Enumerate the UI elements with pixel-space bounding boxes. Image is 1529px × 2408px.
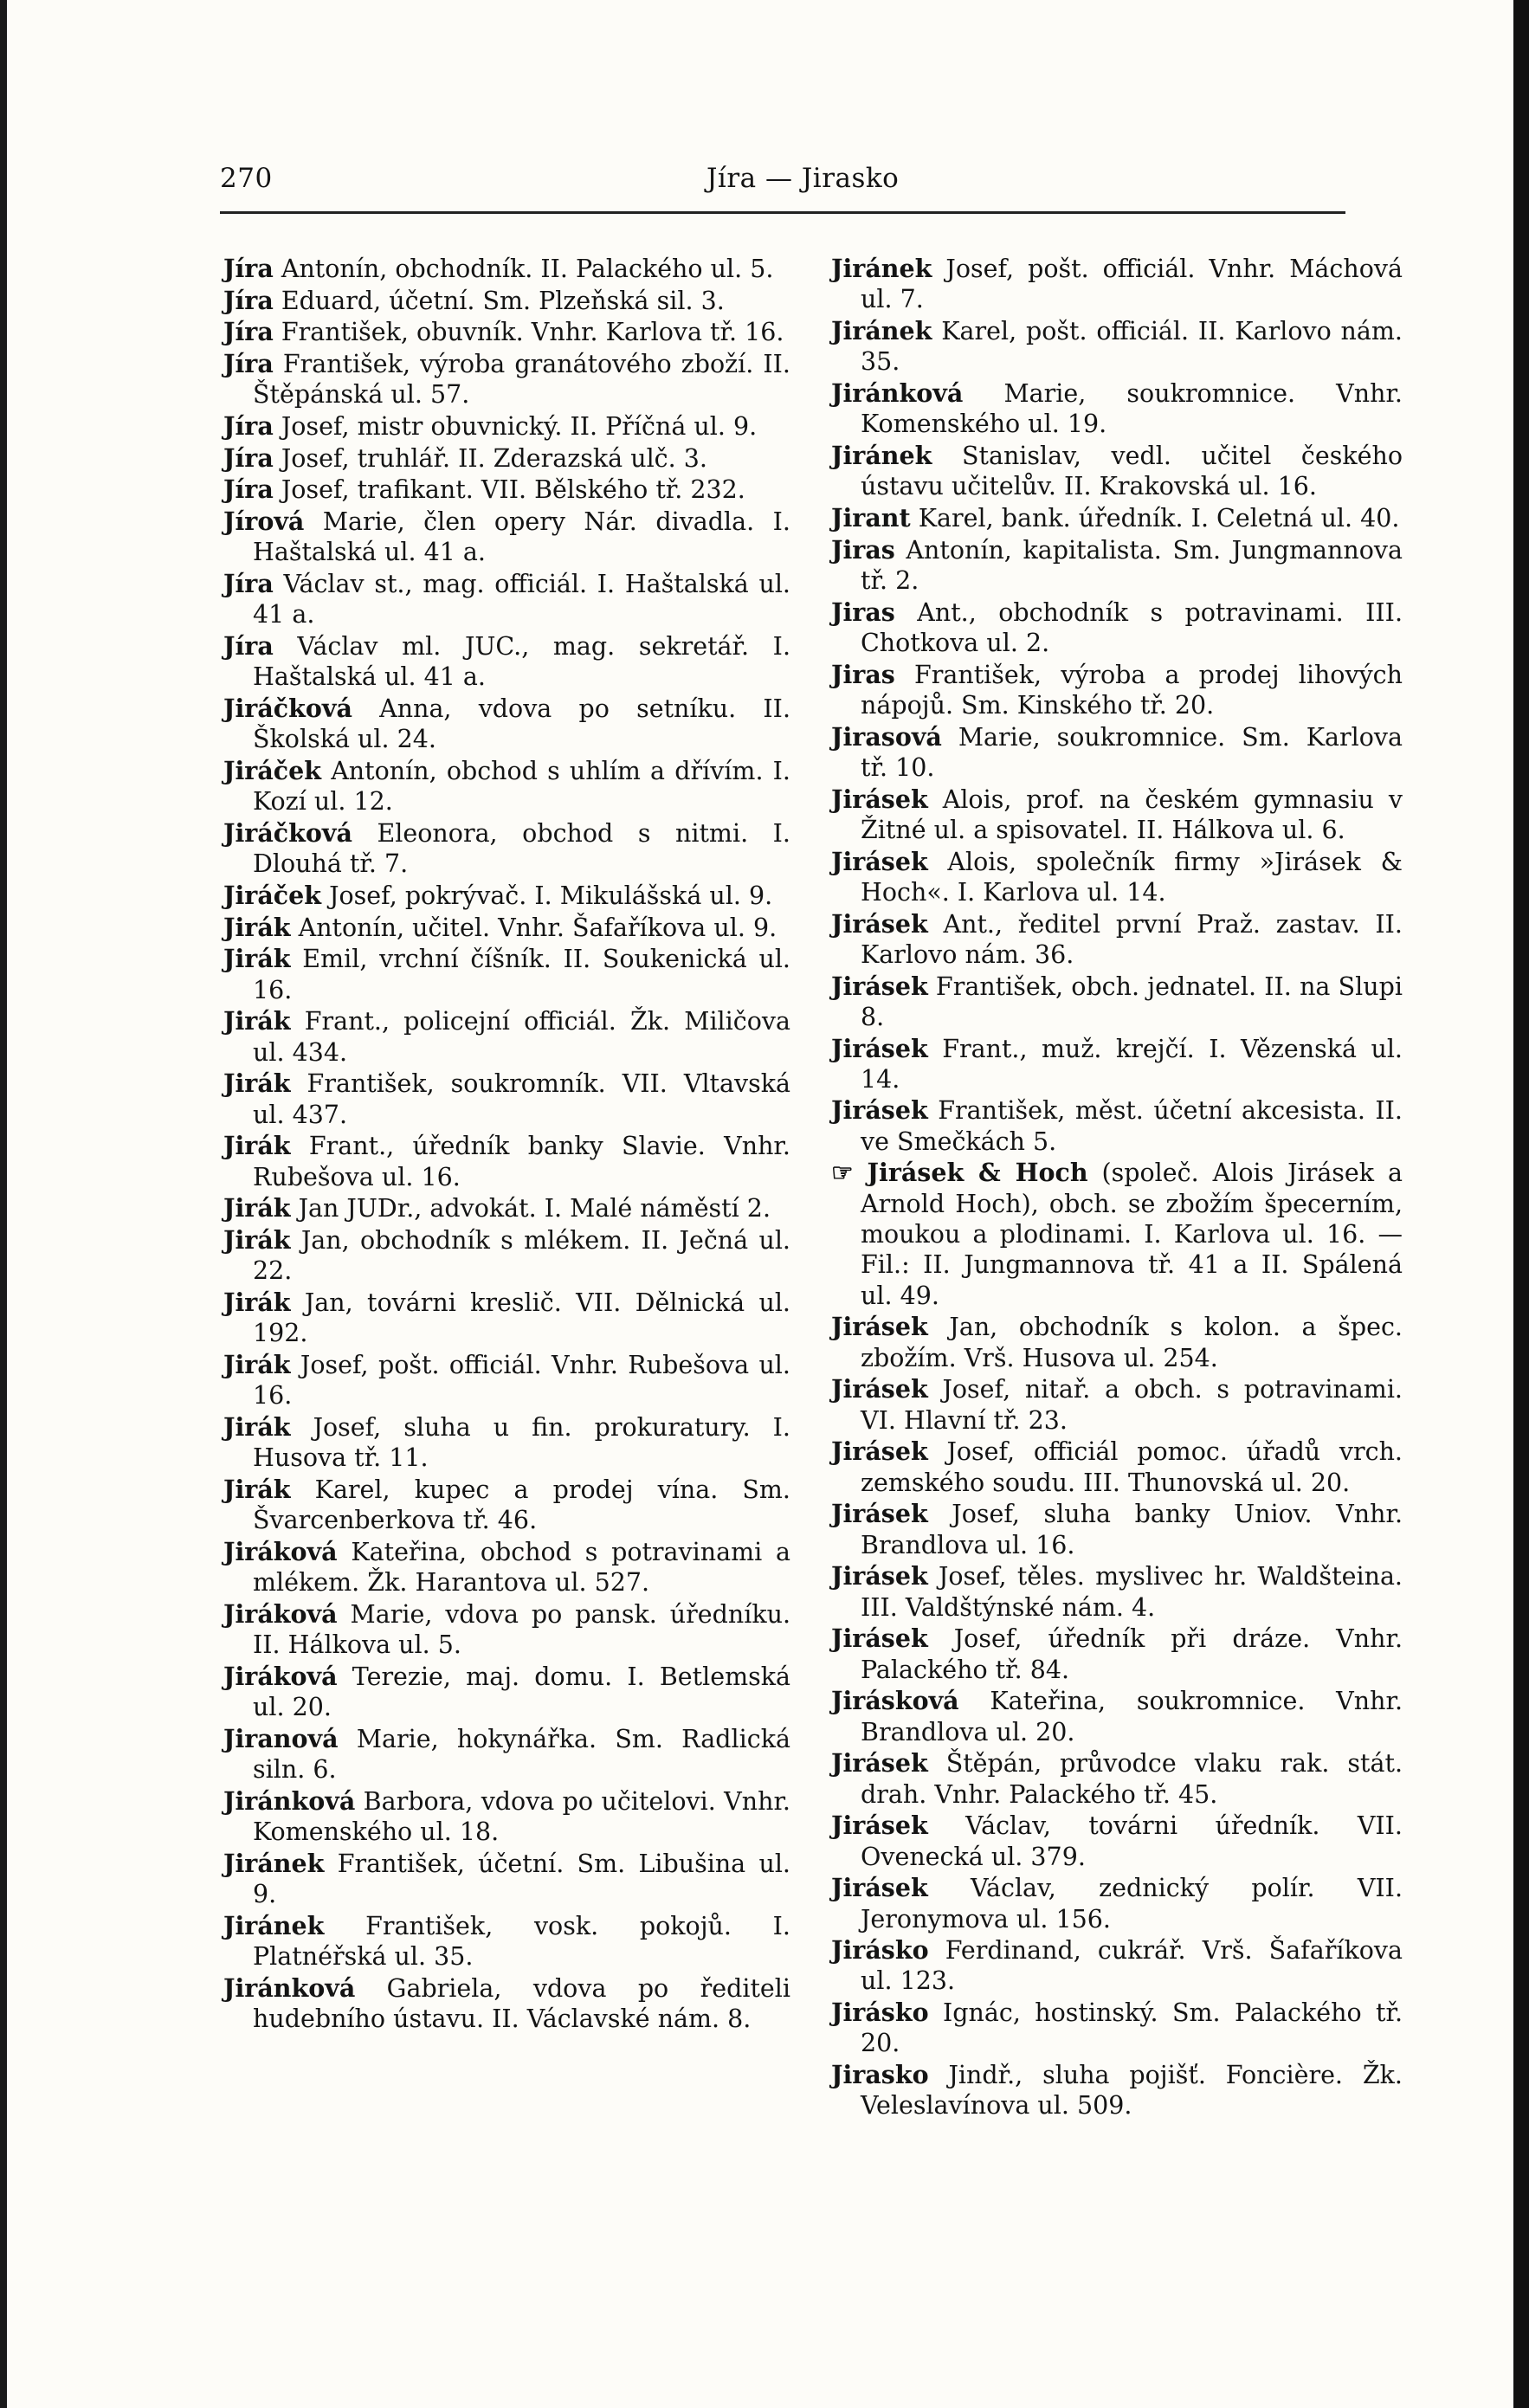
- entry-details: Ferdinand, cukrář. Vrš. Šafaříkova ul. 123.: [861, 1936, 1403, 1996]
- directory-entry: [831, 847, 1403, 908]
- directory-entry: [223, 631, 790, 693]
- entry-details: Václav st., mag. officiál. I. Haštalská ul. 41 a.: [253, 570, 790, 629]
- entry-details: Anna, vdova po setníku. II. Školská ul. 24.: [253, 694, 790, 754]
- entry-surname: Jirásek: [831, 784, 928, 814]
- entry-details: Ignác, hostinský. Sm. Palackého tř. 20.: [861, 1998, 1403, 2058]
- entry-surname: Jiránek: [831, 440, 932, 470]
- directory-entry: [223, 1225, 790, 1287]
- directory-entry: [223, 1786, 790, 1848]
- directory-entry: [223, 1131, 790, 1192]
- entry-surname: Jirásek: [831, 1312, 928, 1342]
- entry-details: Kateřina, obchod s potravinami a mlékem. Žk. Harantova ul. 527.: [253, 1537, 790, 1598]
- entry-details: František, vosk. pokojů. I. Platnéřská ul. 35.: [253, 1911, 790, 1972]
- entry-surname: Jíra: [223, 474, 274, 505]
- entry-details: Jan, obchodník s mlékem. II. Ječná ul. 22.: [253, 1226, 790, 1286]
- entry-surname: Jirásek: [831, 1374, 928, 1404]
- directory-entry: [831, 1095, 1403, 1157]
- entry-details: František, výroba granátového zboží. II. Štěpánská ul. 57.: [253, 350, 790, 410]
- directory-entry: [223, 474, 790, 505]
- directory-entry: [223, 1537, 790, 1598]
- entry-details: Marie, člen opery Nár. divadla. I. Haštalská ul. 41 a.: [253, 507, 790, 567]
- entry-details: Josef, těles. myslivec hr. Waldšteina. III. Valdštýnské nám. 4.: [861, 1562, 1403, 1622]
- entry-surname: Jirák: [223, 1131, 291, 1161]
- directory-entry: [831, 1811, 1403, 1872]
- entry-details: Antonín, kapitalista. Sm. Jungmannova tř. 2.: [861, 535, 1403, 595]
- directory-entry: [831, 503, 1403, 533]
- entry-details: Jindř., sluha pojišť. Foncière. Žk. Veleslavínova ul. 509.: [861, 2061, 1403, 2121]
- entry-surname: Jiráková: [223, 1598, 338, 1629]
- entry-details: František, měst. účetní akcesista. II. ve Smečkách 5.: [861, 1096, 1403, 1156]
- entry-surname: Jíra: [223, 317, 274, 347]
- entry-surname: Jirásek: [831, 1561, 928, 1591]
- directory-entry: [831, 254, 1403, 315]
- directory-entry: [831, 1686, 1403, 1747]
- entry-details: Antonín, obchodník. II. Palackého ul. 5.: [273, 255, 774, 283]
- directory-entry: [831, 378, 1403, 440]
- entry-surname: Jiráček: [223, 756, 322, 786]
- entry-details: Josef, úředník při dráze. Vnhr. Palackého tř. 84.: [861, 1624, 1403, 1684]
- directory-entry: [831, 1034, 1403, 1095]
- entry-details: Josef, mistr obuvnický. II. Příčná ul. 9.: [273, 412, 758, 442]
- directory-entry: [831, 1624, 1403, 1685]
- entry-surname: Jirák: [223, 1411, 291, 1442]
- entry-surname: Jirásko: [831, 1998, 929, 2028]
- entry-details: (společ. Alois Jirásek a Arnold Hoch), obch. se zbožím špecerním, moukou a plodinami. I. Karlova ul. 16. — Fil.: II. Jungmannova tř. 41 a II. Spálená ul. 49.: [861, 1159, 1403, 1310]
- directory-entry: [223, 944, 790, 1005]
- entry-details: Eleonora, obchod s nitmi. I. Dlouhá tř. 7.: [253, 819, 790, 879]
- entry-details: Antonín, obchod s uhlím a dřívím. I. Kozí ul. 12.: [253, 757, 790, 817]
- directory-entry: [223, 317, 790, 347]
- entry-surname: Jirásek: [831, 1624, 928, 1654]
- directory-entry: [831, 1935, 1403, 1997]
- entry-details: Frant., muž. krejčí. I. Vězenská ul. 14.: [861, 1034, 1403, 1094]
- entry-surname: Jirásek: [831, 846, 928, 876]
- left-column: [223, 254, 790, 2036]
- entry-details: Marie, vdova po pansk. úředníku. II. Hálkova ul. 5.: [253, 1599, 790, 1660]
- page-edge-left: [0, 0, 7, 2408]
- entry-details: Josef, pošt. officiál. Vnhr. Máchová ul. 7.: [861, 255, 1403, 314]
- page-header: [220, 163, 1345, 206]
- directory-entry: [223, 1288, 790, 1349]
- running-head: Jíra — Jirasko: [706, 163, 900, 194]
- directory-entry: [223, 443, 790, 474]
- pointing-hand-icon: ☞: [831, 1158, 854, 1188]
- entry-surname: Jiranová: [223, 1723, 339, 1753]
- entry-details: Ant., obchodník s potravinami. III. Chotkova ul. 2.: [861, 597, 1403, 657]
- entry-details: Karel, pošt. officiál. II. Karlovo nám. 35.: [861, 316, 1403, 377]
- entry-details: Václav, zednický polír. VII. Jeronymova ul. 156.: [861, 1874, 1403, 1934]
- entry-details: Josef, sluha u fin. prokuratury. I. Husova tř. 11.: [253, 1412, 790, 1473]
- entry-surname: Jirásek: [831, 1033, 928, 1063]
- entry-surname: Jiráková: [223, 1536, 338, 1566]
- entry-surname: Jiras: [831, 659, 895, 689]
- entry-details: Antonín, učitel. Vnhr. Šafaříkova ul. 9.: [290, 913, 777, 942]
- entry-details: František, obuvník. Vnhr. Karlova tř. 16.: [273, 318, 784, 347]
- page-number: 270: [220, 163, 273, 194]
- entry-details: Josef, sluha banky Uniov. Vnhr. Brandlova ul. 16.: [861, 1500, 1403, 1559]
- entry-details: Alois, prof. na českém gymnasiu v Žitné ul. a spisovatel. II. Hálkova ul. 6.: [861, 784, 1403, 844]
- entry-surname: Jirásek & Hoch: [867, 1158, 1088, 1188]
- entry-surname: Jiránek: [831, 315, 932, 345]
- entry-details: Josef, pokrývač. I. Mikulášská ul. 9.: [321, 881, 773, 911]
- directory-entry: [223, 694, 790, 755]
- directory-entry: [831, 784, 1403, 846]
- entry-details: Jan, obchodník s kolon. a špec. zbožím. Vrš. Husova ul. 254.: [861, 1313, 1403, 1372]
- directory-entry: [831, 1748, 1403, 1810]
- directory-entry: [831, 597, 1403, 659]
- entry-details: Barbora, vdova po učitelovi. Vnhr. Komenského ul. 18.: [253, 1786, 790, 1847]
- entry-surname: Jirasová: [831, 721, 942, 752]
- entry-details: Josef, officiál pomoc. úřadů vrch. zemského soudu. III. Thunovská ul. 20.: [861, 1437, 1403, 1497]
- entry-surname: Jirák: [223, 1474, 291, 1504]
- directory-entry: [831, 316, 1403, 378]
- entry-surname: Jiráčková: [223, 818, 352, 849]
- entry-surname: Jiráček: [223, 881, 322, 911]
- entry-details: František, soukromník. VII. Vltavská ul. 437.: [253, 1069, 790, 1129]
- entry-details: Frant., policejní officiál. Žk. Miličova ul. 434.: [253, 1007, 790, 1067]
- entry-surname: Jiránek: [223, 1910, 325, 1940]
- entry-surname: Jirák: [223, 1006, 291, 1036]
- entry-surname: Jirák: [223, 1193, 291, 1223]
- page-edge-right: [1513, 0, 1529, 2408]
- entry-surname: Jiráčková: [223, 694, 352, 724]
- directory-entry: [831, 1374, 1403, 1436]
- entry-surname: Jiras: [831, 534, 895, 565]
- entry-surname: Jiránková: [223, 1785, 356, 1816]
- directory-entry: [223, 881, 790, 911]
- directory-entry: [831, 1499, 1403, 1560]
- entry-surname: Jíra: [223, 631, 274, 662]
- directory-entry: [223, 1475, 790, 1536]
- right-column: [831, 254, 1403, 2122]
- entry-details: Václav ml. JUC., mag. sekretář. I. Haštalská ul. 41 a.: [253, 632, 790, 692]
- entry-surname: Jirák: [223, 1068, 291, 1099]
- directory-entry: [223, 349, 790, 410]
- entry-surname: Jírová: [223, 507, 305, 537]
- entry-details: Emil, vrchní číšník. II. Soukenická ul. 16.: [253, 945, 790, 1004]
- entry-surname: Jirák: [223, 1349, 291, 1379]
- header-rule: [220, 211, 1345, 214]
- entry-surname: Jirák: [223, 1288, 291, 1317]
- directory-entry: [223, 507, 790, 568]
- entry-surname: Jirásek: [831, 1811, 928, 1841]
- directory-entry: [223, 756, 790, 817]
- directory-entry: [831, 1561, 1403, 1623]
- entry-surname: Jiránek: [223, 1848, 325, 1878]
- entry-details: František, obch. jednatel. II. na Slupi 8.: [861, 972, 1403, 1031]
- entry-details: Frant., úředník banky Slavie. Vnhr. Rubešova ul. 16.: [253, 1132, 790, 1191]
- entry-surname: Jíra: [223, 285, 274, 315]
- directory-entry: [223, 1006, 790, 1068]
- entry-surname: Jíra: [223, 349, 274, 379]
- entry-details: Jan JUDr., advokát. I. Malé náměstí 2.: [290, 1194, 771, 1223]
- entry-surname: Jirásek: [831, 1436, 928, 1467]
- entry-surname: Jirásek: [831, 1499, 928, 1529]
- directory-entry: [223, 818, 790, 880]
- entry-details: Stanislav, vedl. učitel českého ústavu učitelův. II. Krakovská ul. 16.: [861, 441, 1403, 501]
- directory-entry: [223, 1724, 790, 1785]
- entry-details: Marie, soukromnice. Vnhr. Komenského ul. 19.: [861, 378, 1403, 439]
- entry-details: Alois, společník firmy »Jirásek & Hoch«. I. Karlova ul. 14.: [861, 847, 1403, 907]
- entry-surname: Jirant: [831, 502, 911, 533]
- entry-details: Štěpán, průvodce vlaku rak. stát. drah. Vnhr. Palackého tř. 45.: [861, 1749, 1403, 1809]
- directory-entry: [223, 569, 790, 630]
- entry-details: Eduard, účetní. Sm. Plzeňská sil. 3.: [273, 286, 725, 315]
- entry-surname: Jíra: [223, 411, 274, 442]
- directory-entry: [223, 1599, 790, 1661]
- entry-details: František, účetní. Sm. Libušina ul. 9.: [253, 1849, 790, 1909]
- entry-surname: Jíra: [223, 442, 274, 473]
- entry-surname: Jirák: [223, 912, 291, 942]
- directory-entry: [831, 909, 1403, 971]
- directory-entry: [831, 441, 1403, 502]
- directory-entry: [223, 1350, 790, 1411]
- entry-surname: Jirák: [223, 1225, 291, 1256]
- entry-details: Josef, pošt. officiál. Vnhr. Rubešova ul. 16.: [253, 1350, 790, 1411]
- directory-entry: [223, 1068, 790, 1130]
- entry-surname: Jirásko: [831, 1935, 929, 1966]
- entry-details: Karel, bank. úředník. I. Celetná ul. 40.: [910, 503, 1400, 533]
- entry-details: Josef, nitař. a obch. s potravinami. VI. Hlavní tř. 23.: [861, 1375, 1403, 1435]
- entry-surname: Jirásek: [831, 1873, 928, 1903]
- directory-entry: [223, 913, 790, 943]
- entry-details: Josef, truhlář. II. Zderazská ulč. 3.: [273, 443, 707, 473]
- entry-surname: Jirák: [223, 944, 291, 974]
- directory-entry: [223, 1193, 790, 1223]
- entry-details: Jan, továrni kreslič. VII. Dělnická ul. 192.: [253, 1288, 790, 1348]
- directory-entry: [223, 1973, 790, 2035]
- directory-entry: [223, 411, 790, 442]
- entry-surname: Jiránek: [831, 254, 932, 283]
- entry-surname: Jirásek: [831, 1095, 928, 1126]
- directory-entry: [223, 1662, 790, 1723]
- entry-details: Josef, trafikant. VII. Bělského tř. 232.: [273, 475, 745, 505]
- entry-details: Ant., ředitel první Praž. zastav. II. Karlovo nám. 36.: [861, 909, 1403, 969]
- entry-details: Kateřina, soukromnice. Vnhr. Brandlova ul. 20.: [861, 1687, 1403, 1746]
- entry-details: Karel, kupec a prodej vína. Sm. Švarcenberkova tř. 46.: [253, 1475, 790, 1535]
- entry-surname: Jirasko: [831, 2060, 929, 2090]
- entry-surname: Jirásková: [831, 1686, 959, 1716]
- entry-details: Václav, továrni úředník. VII. Ovenecká ul. 379.: [861, 1811, 1403, 1871]
- directory-entry: [223, 1849, 790, 1910]
- directory-entry: [831, 660, 1403, 721]
- directory-entry: [831, 1873, 1403, 1934]
- directory-entry: [831, 722, 1403, 784]
- directory-entry: [831, 2060, 1403, 2121]
- directory-entry: [223, 286, 790, 316]
- entry-details: Marie, hokynářka. Sm. Radlická siln. 6.: [253, 1724, 790, 1785]
- directory-entry: [831, 1998, 1403, 2059]
- entry-surname: Jirásek: [831, 971, 928, 1001]
- directory-entry: [223, 254, 790, 284]
- entry-details: Terezie, maj. domu. I. Betlemská ul. 20.: [253, 1662, 790, 1722]
- entry-details: Marie, soukromnice. Sm. Karlova tř. 10.: [861, 722, 1403, 782]
- entry-surname: Jiras: [831, 597, 895, 627]
- directory-entry: [831, 1436, 1403, 1498]
- entry-surname: Jirásek: [831, 908, 928, 939]
- entry-surname: Jiránková: [223, 1972, 356, 2003]
- directory-entry: [831, 972, 1403, 1033]
- entry-surname: Jirásek: [831, 1748, 928, 1779]
- entry-details: František, výroba a prodej lihových nápojů. Sm. Kinského tř. 20.: [861, 660, 1403, 720]
- directory-entry: [831, 1158, 1403, 1310]
- directory-entry: [223, 1412, 790, 1474]
- entry-surname: Jíra: [223, 254, 274, 283]
- entry-details: Gabriela, vdova po řediteli hudebního ústavu. II. Václavské nám. 8.: [253, 1973, 790, 2034]
- directory-entry: [831, 535, 1403, 597]
- entry-surname: Jíra: [223, 569, 274, 599]
- entry-surname: Jiráková: [223, 1661, 338, 1691]
- entry-surname: Jiránková: [831, 378, 964, 408]
- directory-entry: [223, 1911, 790, 1972]
- directory-entry: [831, 1312, 1403, 1373]
